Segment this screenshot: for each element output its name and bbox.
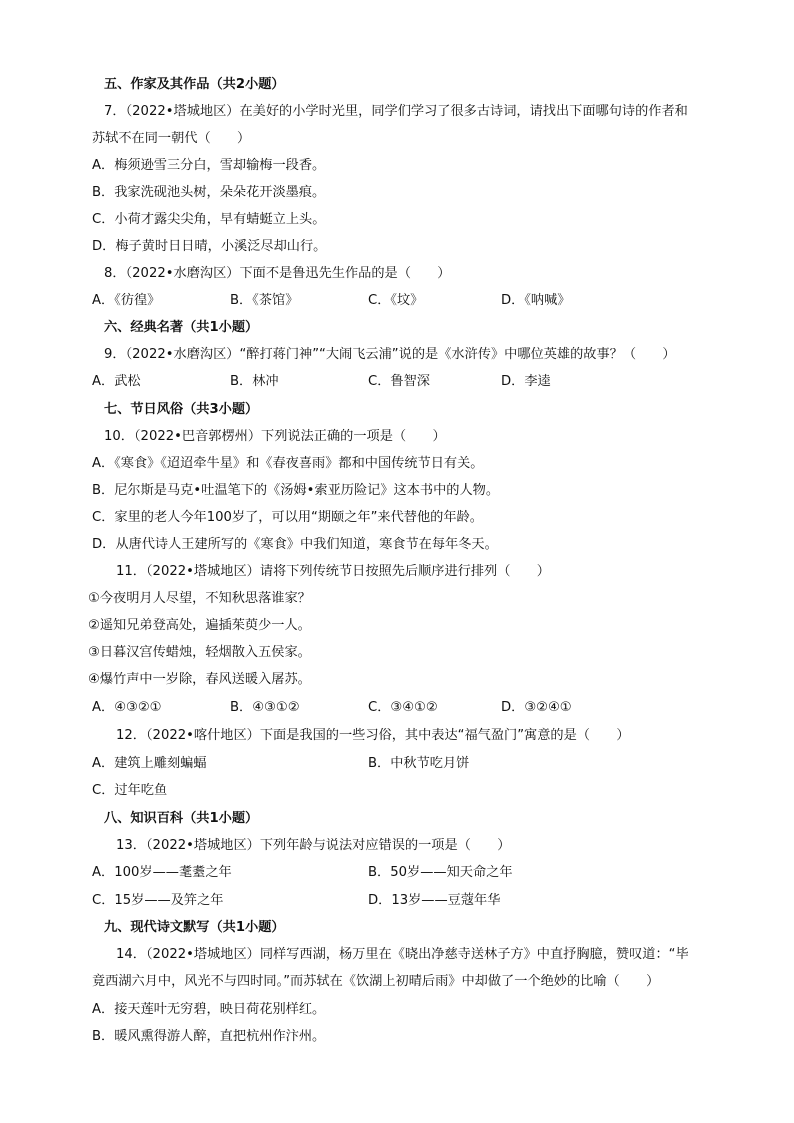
q10-option-c: C．家里的老人今年100岁了，可以用“期颐之年”来代替他的年龄。 [92, 510, 483, 525]
q13-stem: 13．（2022•塔城地区）下列年龄与说法对应错误的一项是（ ） [116, 838, 511, 853]
q7-option-a: A．梅须逊雪三分白，雪却输梅一段香。 [92, 158, 326, 173]
q13-option-a: A．100岁——耄耋之年 [92, 865, 232, 880]
q12-option-a: A．建筑上雕刻蝙蝠 [92, 756, 207, 771]
q7-option-c: C．小荷才露尖尖角，早有蜻蜓立上头。 [92, 212, 326, 227]
q14-stem: 14．（2022•塔城地区）同样写西湖，杨万里在《晓出净慈寺送林子方》中直抒胸臆，赞叹道：“毕 [116, 947, 689, 962]
q9-option-d: D．李逵 [501, 374, 551, 389]
q8-option-a: A．《彷徨》 [92, 293, 161, 308]
q10-stem: 10．（2022•巴音郭楞州）下列说法正确的一项是（ ） [104, 429, 446, 444]
q8-option-d: D．《呐喊》 [501, 293, 571, 308]
q13-option-d: D．13岁——豆蔻年华 [368, 893, 501, 908]
q9-option-c: C．鲁智深 [368, 374, 430, 389]
q8-option-c: C．《坟》 [368, 293, 424, 308]
q11-line-1: ①今夜明月人尽望，不知秋思落谁家？ [88, 591, 311, 606]
q11-line-3: ③日暮汉宫传蜡烛，轻烟散入五侯家。 [88, 645, 311, 660]
q13-option-c: C．15岁——及笄之年 [92, 893, 224, 908]
q14-stem-cont: 竟西湖六月中，风光不与四时同。”而苏轼在《饮湖上初晴后雨》中却做了一个绝妙的比喻（ ） [92, 974, 660, 989]
q14-option-b: B．暖风熏得游人醉，直把杭州作汴州。 [92, 1029, 326, 1044]
q7-option-b: B．我家洗砚池头树，朵朵花开淡墨痕。 [92, 185, 326, 200]
q11-option-c: C．③④①② [368, 700, 438, 715]
q8-stem: 8．（2022•水磨沟区）下面不是鲁迅先生作品的是（ ） [104, 266, 451, 281]
q11-option-b: B．④③①② [230, 700, 300, 715]
q11-option-a: A．④③②① [92, 700, 162, 715]
q10-option-a: A．《寒食》《迢迢牵牛星》和《春夜喜雨》都和中国传统节日有关。 [92, 456, 484, 471]
q13-option-b: B．50岁——知天命之年 [368, 865, 513, 880]
q9-option-a: A．武松 [92, 374, 141, 389]
q11-stem: 11．（2022•塔城地区）请将下列传统节日按照先后顺序进行排列（ ） [116, 564, 550, 579]
q12-option-c: C．过年吃鱼 [92, 783, 168, 798]
q9-stem: 9．（2022•水磨沟区）“醉打蒋门神”“大闹飞云浦”说的是《水浒传》中哪位英雄的故事？（ ） [104, 347, 676, 362]
section-heading-7: 七、节日风俗（共3小题） [104, 402, 259, 417]
q9-option-b: B．林冲 [230, 374, 279, 389]
q11-line-4: ④爆竹声中一岁除，春风送暖入屠苏。 [88, 672, 311, 687]
q7-option-d: D．梅子黄时日日晴，小溪泛尽却山行。 [92, 239, 327, 254]
q11-line-2: ②遥知兄弟登高处，遍插茱萸少一人。 [88, 618, 311, 633]
q8-option-b: B．《茶馆》 [230, 293, 299, 308]
section-heading-9: 九、现代诗文默写（共1小题） [104, 920, 285, 935]
section-heading-6: 六、经典名著（共1小题） [104, 320, 259, 335]
q7-stem-cont: 苏轼不在同一朝代（ ） [92, 131, 251, 146]
q10-option-d: D．从唐代诗人王建所写的《寒食》中我们知道，寒食节在每年冬天。 [92, 537, 498, 552]
section-heading-8: 八、知识百科（共1小题） [104, 811, 259, 826]
section-heading-5: 五、作家及其作品（共2小题） [104, 77, 285, 92]
q11-option-d: D．③②④① [501, 700, 572, 715]
q10-option-b: B．尼尔斯是马克•吐温笔下的《汤姆•索亚历险记》这本书中的人物。 [92, 483, 500, 498]
q12-option-b: B．中秋节吃月饼 [368, 756, 470, 771]
q12-stem: 12．（2022•喀什地区）下面是我国的一些习俗，其中表达“福气盈门”寓意的是（ ） [116, 728, 630, 743]
q7-stem: 7．（2022•塔城地区）在美好的小学时光里，同学们学习了很多古诗词，请找出下面哪句诗的作者和 [104, 104, 688, 119]
q14-option-a: A．接天莲叶无穷碧，映日荷花别样红。 [92, 1002, 326, 1017]
